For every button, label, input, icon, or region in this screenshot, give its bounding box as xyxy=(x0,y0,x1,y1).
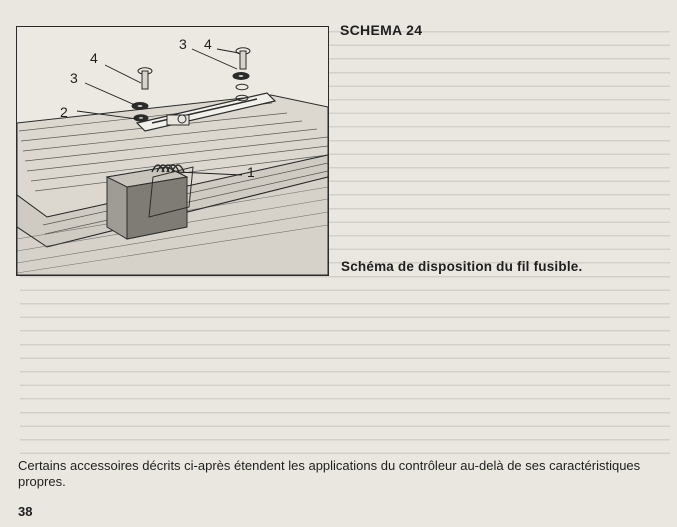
callout-4-left: 4 xyxy=(90,50,98,66)
screw-right xyxy=(233,48,250,101)
callout-3-left: 3 xyxy=(70,70,78,86)
body-paragraph: Certains accessoires décrits ci-après étendent les applications du contrôleur au-delà de ses caractéristiques propres. xyxy=(18,458,641,489)
callout-4-right: 4 xyxy=(204,36,212,52)
callout-1: 1 xyxy=(247,164,255,180)
callout-2: 2 xyxy=(60,104,68,120)
fuse-wire-diagram xyxy=(17,27,328,275)
callout-3-right: 3 xyxy=(179,36,187,52)
fuse-block xyxy=(107,165,193,239)
schema-illustration xyxy=(16,26,329,276)
schema-title: SCHEMA 24 xyxy=(340,22,423,38)
figure-caption: Schéma de disposition du fil fusible. xyxy=(341,259,583,274)
page-number: 38 xyxy=(18,504,33,519)
